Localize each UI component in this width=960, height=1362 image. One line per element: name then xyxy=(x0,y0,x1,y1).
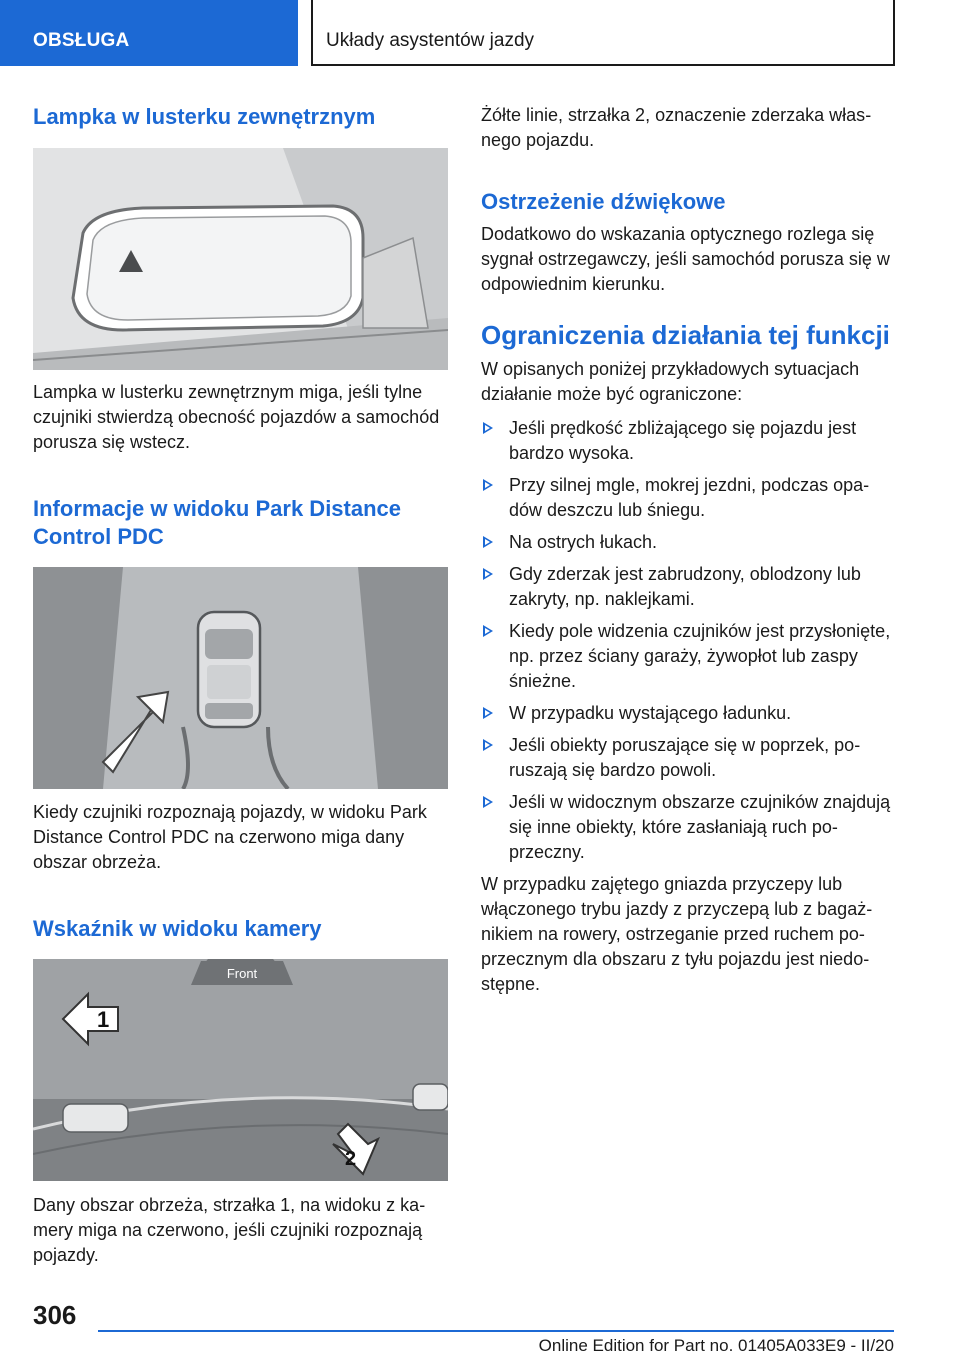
pdc-illustration xyxy=(33,567,448,789)
pdc-text: Kiedy czujniki rozpoznają pojazdy, w widoku Park Distance Control PDC na czerwono miga dany obszar obrzeża. xyxy=(33,802,427,872)
list-item: Gdy zderzak jest zabrudzony, oblodzony lub zakryty, np. naklejkami. xyxy=(481,562,896,612)
header-divider xyxy=(311,0,313,66)
bullet-triangle-icon xyxy=(483,422,493,434)
pdc-figure xyxy=(33,567,448,789)
list-item: Na ostrych łukach. xyxy=(481,530,896,555)
front-label: Front xyxy=(226,966,258,981)
car-right-icon xyxy=(413,1084,448,1110)
list-item: Jeśli obiekty poruszające się w poprzek, poruszają się bardzo powoli. xyxy=(481,733,896,783)
camera-text: Dany obszar obrzeża, strzałka 1, na widoku z kamery miga na czerwono, jeśli czujniki rozpoznają pojazdy. xyxy=(33,1195,426,1265)
list-item: Jeśli prędkość zbliżającego się pojazdu jest bardzo wysoka. xyxy=(481,416,896,466)
page-header xyxy=(0,0,960,66)
arrow-1-label: 1 xyxy=(97,1007,110,1032)
bullet-triangle-icon xyxy=(483,739,493,751)
camera-figure xyxy=(33,959,448,1181)
limitations-intro: W opisanych poniżej przykładowych sytuacjach działanie może być ograniczone: xyxy=(481,359,860,404)
acoustic-text: Dodatkowo do wskazania optycznego rozlega się sygnał ostrzegawczy, jeśli samochód porusza się w odpowiednim kierunku. xyxy=(481,224,890,294)
right-column xyxy=(481,100,896,997)
edition-info: Online Edition for Part no. 01405A033E9 - II/20 xyxy=(538,1336,894,1355)
limitations-list xyxy=(481,416,896,865)
limitations-outro: W przypadku zajętego gniazda przyczepy lub włączonego trybu jazdy z przyczepą lub z bagażnikiem na rowery, ostrzeganie przed ruchem poprzecznym dla obszaru z tyłu pojazdu jest niedostępne. xyxy=(481,874,873,994)
car-left-icon xyxy=(63,1104,128,1132)
section-heading-acoustic: Ostrzeżenie dźwiękowe xyxy=(481,189,726,214)
bullet-triangle-icon xyxy=(483,625,493,637)
header-underline xyxy=(311,64,895,66)
list-item: Przy silnej mgle, mokrej jezdni, podczas opadów deszczu lub śniegu. xyxy=(481,473,896,523)
bullet-triangle-icon xyxy=(483,707,493,719)
page-number: 306 xyxy=(33,1300,77,1330)
camera-text-continued: Żółte linie, strzałka 2, oznaczenie zderzaka własnego pojazdu. xyxy=(481,105,872,150)
mirror-light-figure xyxy=(33,148,448,370)
list-item: W przypadku wystającego ładunku. xyxy=(481,701,896,726)
section-heading-limitations: Ograniczenia działania tej funkcji xyxy=(481,320,890,350)
bullet-triangle-icon xyxy=(483,536,493,548)
camera-illustration xyxy=(33,959,448,1181)
chapter-title: Układy asystentów jazdy xyxy=(326,30,535,51)
arrow-2-label: 2 xyxy=(345,1148,357,1170)
section-heading-mirror-light: Lampka w lusterku zewnętrznym xyxy=(33,104,376,129)
section-label: OBSŁUGA xyxy=(33,30,130,51)
bullet-triangle-icon xyxy=(483,479,493,491)
bullet-triangle-icon xyxy=(483,796,493,808)
section-heading-pdc: Informacje w widoku Park Distance Control PDC xyxy=(33,496,402,549)
left-column xyxy=(33,100,448,1268)
bullet-triangle-icon xyxy=(483,568,493,580)
header-divider-right xyxy=(893,0,895,66)
list-item: Jeśli w widocznym obszarze czujników znajdują się inne obiekty, które zasłaniają ruch poprzeczny. xyxy=(481,790,896,865)
section-tab xyxy=(0,0,298,66)
footer-rule xyxy=(98,1330,894,1332)
list-item: Kiedy pole widzenia czujników jest przysłonięte, np. przez ściany garaży, żywopłot lub zaspy śnieżne. xyxy=(481,619,896,694)
section-heading-camera: Wskaźnik w widoku kamery xyxy=(33,916,322,941)
mirror-illustration xyxy=(33,148,448,370)
mirror-light-text: Lampka w lusterku zewnętrznym miga, jeśli tylne czujniki stwierdzą obecność pojazdów a samochód porusza się wstecz. xyxy=(33,382,440,452)
